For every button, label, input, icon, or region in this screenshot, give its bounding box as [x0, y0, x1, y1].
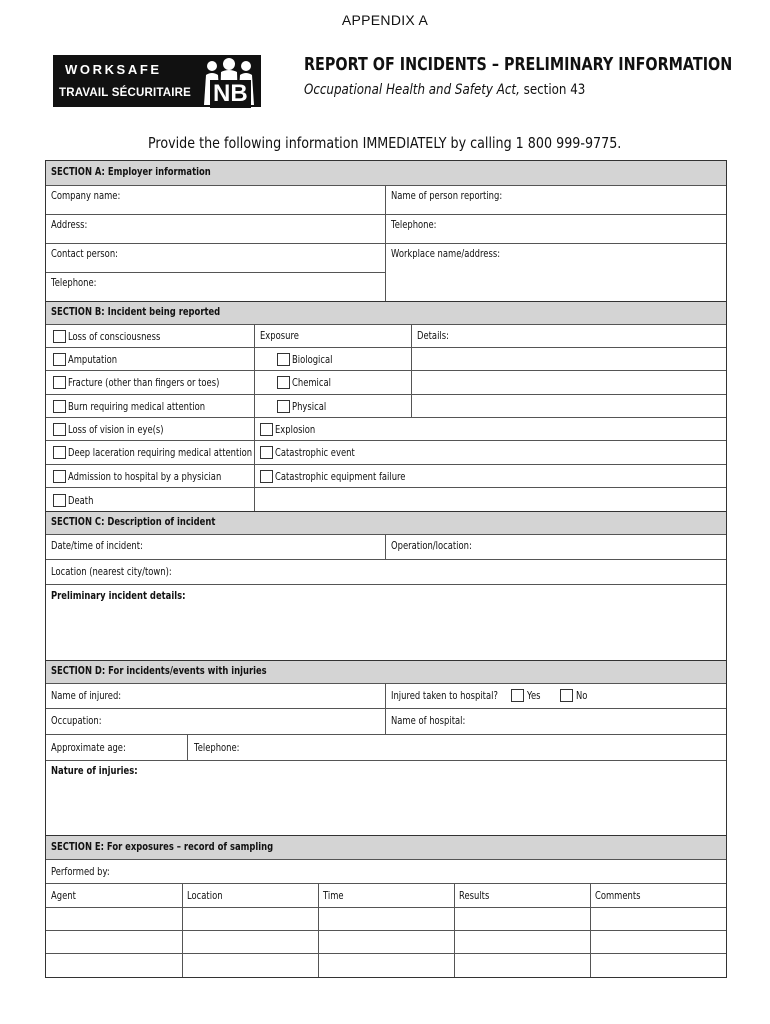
biological-label: Biological [292, 354, 333, 366]
e-row-blank-2[interactable] [46, 930, 726, 954]
admission-checkbox[interactable] [53, 470, 66, 483]
amputation-checkbox[interactable] [53, 353, 66, 366]
biological-checkbox[interactable] [277, 353, 290, 366]
death-label: Death [68, 495, 94, 507]
fracture-label: Fracture (other than fingers or toes) [68, 377, 220, 389]
deep-laceration-label: Deep laceration requiring medical attention [68, 447, 253, 459]
company-name-field[interactable]: Company name: [51, 190, 121, 202]
telephone-left-field[interactable]: Telephone: [51, 277, 97, 289]
occupation-field[interactable]: Occupation: [51, 715, 102, 727]
instructions [0, 134, 770, 152]
chemical-checkbox[interactable] [277, 376, 290, 389]
logo-line2: TRAVAIL SÉCURITAIRE [59, 87, 192, 99]
admission-label: Admission to hospital by a physician [68, 471, 222, 483]
b-row-1 [46, 324, 726, 348]
logo-line1: WORKSAFE [65, 62, 162, 77]
act-section: section 43 [519, 82, 586, 98]
burn-label: Burn requiring medical attention [68, 401, 206, 413]
row-contact [46, 243, 726, 273]
row-address [46, 214, 726, 244]
page-subtitle [304, 82, 585, 98]
hospital-name-cell[interactable] [385, 709, 726, 735]
explosion-checkbox[interactable] [260, 423, 273, 436]
death-checkbox[interactable] [53, 494, 66, 507]
telephone-label: Telephone: [391, 219, 437, 231]
c-row-3[interactable] [46, 584, 726, 661]
row-company [46, 185, 726, 215]
name-injured-field[interactable]: Name of injured: [51, 690, 122, 702]
operation-cell[interactable] [385, 535, 726, 560]
no-label: No [576, 690, 588, 702]
location-field[interactable]: Location (nearest city/town): [51, 566, 172, 578]
hospital-name-label: Name of hospital: [391, 715, 466, 727]
d-row-4[interactable] [46, 760, 726, 836]
prelim-details-label: Preliminary incident details: [51, 590, 186, 602]
section-b-title: SECTION B: Incident being reported [51, 306, 221, 318]
section-e-header [46, 835, 726, 860]
e-row-performed[interactable] [46, 859, 726, 884]
b-row-6 [46, 440, 726, 465]
section-c-title: SECTION C: Description of incident [51, 516, 216, 528]
operation-label: Operation/location: [391, 540, 472, 552]
person-reporting-cell[interactable] [385, 186, 726, 215]
col-time: Time [323, 890, 344, 902]
yes-label: Yes [527, 690, 541, 702]
section-e-title: SECTION E: For exposures – record of sampling [51, 841, 274, 853]
e-divider-1 [182, 883, 183, 977]
col-location: Location [187, 890, 223, 902]
d-row-2 [46, 708, 726, 735]
e-row-blank-3[interactable] [46, 953, 726, 978]
telephone-d-label: Telephone: [194, 742, 240, 754]
page-title: REPORT OF INCIDENTS – PRELIMINARY INFORMATION [304, 55, 733, 75]
section-c-header [46, 511, 726, 535]
nature-injuries-label: Nature of injuries: [51, 765, 138, 777]
equipment-failure-checkbox[interactable] [260, 470, 273, 483]
address-field[interactable]: Address: [51, 219, 88, 231]
c-row-2 [46, 559, 726, 585]
datetime-field[interactable]: Date/time of incident: [51, 540, 143, 552]
incident-form [45, 160, 727, 978]
catastrophic-event-checkbox[interactable] [260, 446, 273, 459]
b-row-5 [46, 417, 726, 441]
col-comments: Comments [595, 890, 641, 902]
col-agent: Agent [51, 890, 76, 902]
hospital-question-cell [385, 684, 726, 709]
e-divider-2 [318, 883, 319, 977]
catastrophic-event-label: Catastrophic event [275, 447, 355, 459]
d-row-3 [46, 734, 726, 761]
act-name: Occupational Health and Safety Act, [304, 82, 520, 98]
section-d-header [46, 660, 726, 684]
deep-laceration-checkbox[interactable] [53, 446, 66, 459]
worksafe-logo [53, 55, 261, 107]
e-row-header [46, 883, 726, 908]
b-row-2 [46, 347, 726, 371]
c-row-1 [46, 534, 726, 560]
workplace-cell[interactable] [385, 244, 726, 302]
loss-of-consciousness-label: Loss of consciousness [68, 331, 161, 343]
section-d-title: SECTION D: For incidents/events with injuries [51, 665, 267, 677]
telephone-cell[interactable] [385, 215, 726, 244]
logo-nb: NB [210, 80, 251, 108]
chemical-label: Chemical [292, 377, 331, 389]
amputation-label: Amputation [68, 354, 118, 366]
physical-label: Physical [292, 401, 327, 413]
e-divider-3 [454, 883, 455, 977]
e-row-blank-1[interactable] [46, 907, 726, 931]
workplace-label: Workplace name/address: [391, 248, 501, 260]
explosion-label: Explosion [275, 424, 316, 436]
hospital-yes-checkbox[interactable] [511, 689, 524, 702]
row-telephone-left [46, 272, 385, 302]
exposure-label: Exposure [260, 330, 299, 342]
loss-of-vision-label: Loss of vision in eye(s) [68, 424, 164, 436]
age-field[interactable]: Approximate age: [51, 742, 126, 754]
section-b-header [46, 301, 726, 325]
b-row-4 [46, 394, 726, 418]
section-a-title: SECTION A: Employer information [51, 166, 211, 178]
e-divider-4 [590, 883, 591, 977]
b-row-7 [46, 464, 726, 488]
physical-checkbox[interactable] [277, 400, 290, 413]
appendix-label: APPENDIX A [341, 12, 429, 28]
col-results: Results [459, 890, 490, 902]
performed-by-label: Performed by: [51, 866, 110, 878]
section-a-header [46, 161, 726, 185]
d-row-1 [46, 683, 726, 709]
equipment-failure-label: Catastrophic equipment failure [275, 471, 406, 483]
telephone-d-cell[interactable] [187, 735, 726, 761]
contact-person-field[interactable]: Contact person: [51, 248, 118, 260]
loss-of-consciousness-checkbox[interactable] [53, 330, 66, 343]
b-row-8 [46, 487, 726, 512]
burn-checkbox[interactable] [53, 400, 66, 413]
hospital-question-label: Injured taken to hospital? [391, 690, 498, 702]
details-label: Details: [417, 330, 449, 342]
fracture-checkbox[interactable] [53, 376, 66, 389]
person-reporting-label: Name of person reporting: [391, 190, 503, 202]
hospital-no-checkbox[interactable] [560, 689, 573, 702]
loss-of-vision-checkbox[interactable] [53, 423, 66, 436]
instructions-text: Provide the following information IMMEDIATELY by calling 1 800 999-9775. [148, 134, 622, 152]
b-row-3 [46, 370, 726, 395]
